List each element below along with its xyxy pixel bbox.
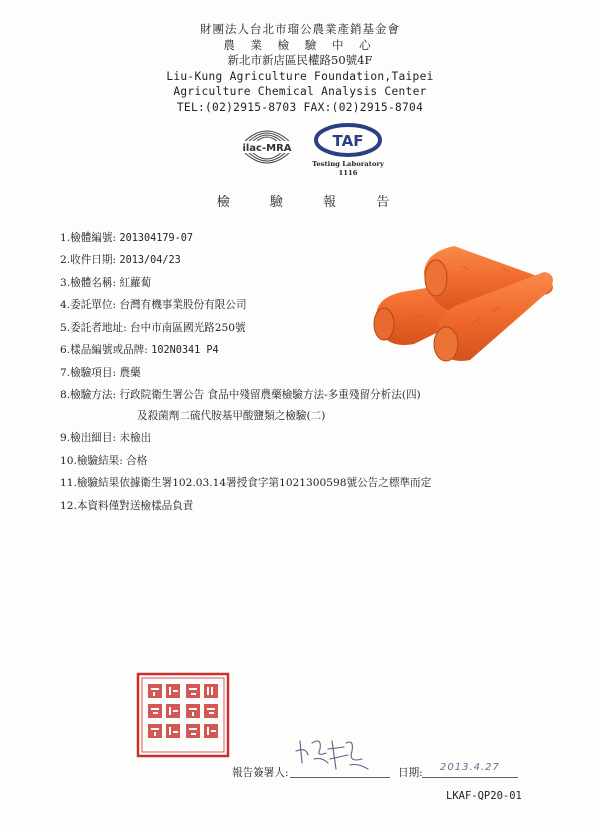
item-detection-details — [60, 430, 151, 445]
signatory-label: 報告簽署人: — [232, 767, 289, 779]
item-label: 7.檢驗項目: — [60, 367, 117, 379]
item-label: 5.委託者地址: — [60, 322, 127, 334]
item-label: 10.檢驗結果: — [60, 455, 123, 467]
item-sample-name — [60, 275, 151, 290]
item-label: 6.樣品編號或品牌: — [60, 344, 148, 356]
document-number: LKAF-QP20-01 — [446, 790, 522, 802]
item-label: 12.本資料僅對送檢樣品負責 — [60, 500, 194, 512]
item-value: 2013/04/23 — [119, 255, 181, 266]
taf-logo — [308, 122, 388, 182]
accreditation-logos — [0, 120, 600, 180]
item-test-method — [60, 387, 421, 402]
item-value: 台中市南區國光路250號 — [130, 322, 246, 334]
item-label: 2.收件日期: — [60, 254, 117, 266]
center-name: 農 業 檢 驗 中 心 — [223, 37, 377, 52]
center-name-en: Agriculture Chemical Analysis Center — [173, 85, 427, 98]
taf-lab-number: 1116 — [338, 169, 358, 177]
item-sample-id — [60, 230, 193, 245]
item-value: 行政院衛生署公告 食品中殘留農藥檢驗方法-多重殘留分析法(四) — [119, 389, 421, 401]
date-line — [422, 777, 518, 778]
item-value: 及殺菌劑二硫代胺基甲酸鹽類之檢驗(二) — [137, 410, 326, 422]
letterhead — [0, 22, 600, 115]
item-label: 4.委託單位: — [60, 299, 117, 311]
item-value: 紅蘿蔔 — [119, 277, 152, 289]
handwritten-signature — [292, 733, 376, 775]
contact-line: TEL:(02)2915-8703 FAX:(02)2915-8704 — [176, 100, 424, 114]
item-test-result — [60, 453, 147, 468]
foundation-name: 財團法人台北市瑠公農業產銷基金會 — [200, 22, 400, 36]
item-disclaimer — [60, 498, 193, 513]
item-value: 合格 — [126, 455, 148, 467]
item-sample-brand — [60, 342, 219, 357]
item-label: 11.檢驗結果依據衛生署102.03.14署授食字第1021300598號公告之標準而定 — [60, 477, 432, 489]
item-label: 3.檢體名稱: — [60, 277, 117, 289]
signature-line — [290, 777, 390, 778]
report-title: 檢 驗 報 告 — [216, 195, 408, 210]
item-received-date — [60, 252, 181, 267]
date-label: 日期: — [398, 767, 423, 779]
taf-label: TAF — [332, 132, 364, 150]
item-label: 1.檢體編號: — [60, 232, 117, 244]
item-client-address — [60, 320, 246, 335]
address-cn: 新北市新店區民權路50號4F — [227, 53, 373, 67]
item-test-method-cont — [137, 408, 325, 423]
item-result-basis — [60, 475, 431, 490]
carrot-photo — [362, 232, 562, 372]
official-seal — [136, 672, 230, 758]
item-test-items — [60, 365, 141, 380]
item-value: 台灣有機事業股份有限公司 — [119, 299, 247, 311]
item-label: 9.檢出細目: — [60, 432, 117, 444]
item-value: 未檢出 — [119, 432, 152, 444]
ilac-mra-logo — [238, 122, 296, 170]
taf-testing-lab: Testing Laboratory — [312, 160, 384, 168]
signature-date: 2013.4.27 — [440, 762, 500, 773]
item-value: 102N0341 P4 — [151, 345, 219, 356]
item-client — [60, 297, 247, 312]
ilac-label: ilac-MRA — [242, 143, 292, 154]
foundation-name-en: Liu-Kung Agriculture Foundation,Taipei — [166, 69, 434, 83]
item-value: 農藥 — [119, 367, 141, 379]
item-label: 8.檢驗方法: — [60, 389, 117, 401]
item-value: 201304179-07 — [119, 233, 194, 244]
